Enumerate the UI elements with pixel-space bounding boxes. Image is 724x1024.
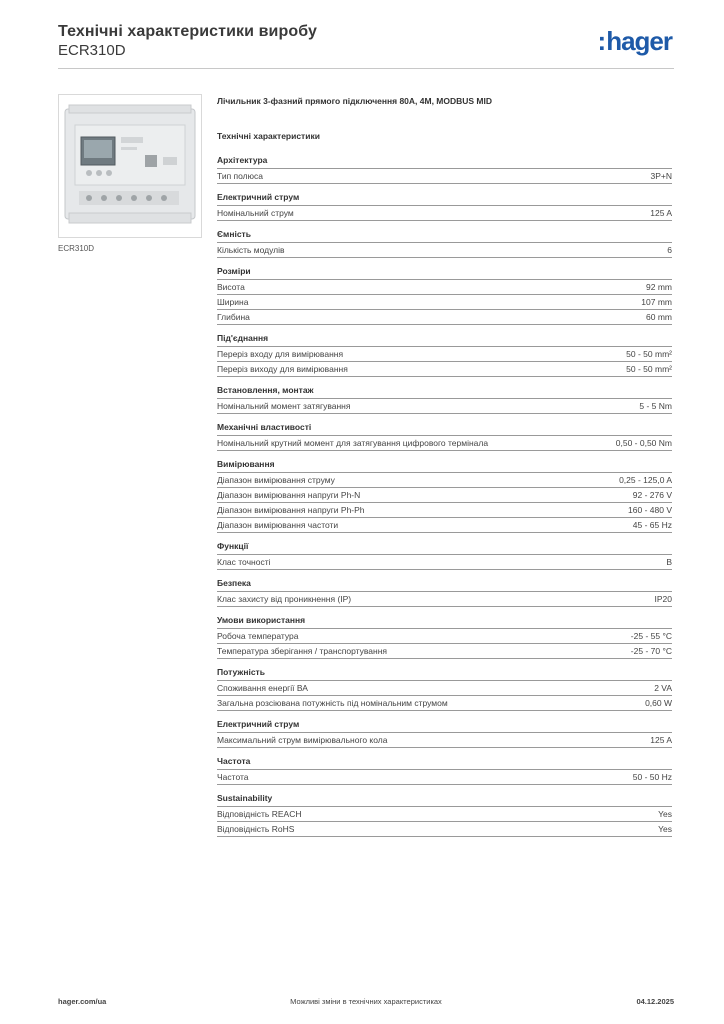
spec-label: Відповідність REACH bbox=[217, 809, 302, 819]
spec-value: 45 - 65 Hz bbox=[632, 520, 672, 530]
spec-label: Переріз виходу для вимірювання bbox=[217, 364, 348, 374]
spec-value: 2 VA bbox=[654, 683, 672, 693]
spec-label: Номінальний момент затягування bbox=[217, 401, 351, 411]
spec-group bbox=[217, 266, 672, 325]
spec-group-title: Умови використання bbox=[217, 615, 672, 629]
spec-group-title: Потужність bbox=[217, 667, 672, 681]
spec-label: Кількість модулів bbox=[217, 245, 285, 255]
spec-value: 50 - 50 Hz bbox=[632, 772, 672, 782]
logo-text: hager bbox=[606, 26, 672, 56]
spec-label: Діапазон вимірювання напруги Ph-N bbox=[217, 490, 361, 500]
page-title: Технічні характеристики виробу bbox=[58, 23, 317, 40]
spec-group bbox=[217, 793, 672, 837]
spec-label: Висота bbox=[217, 282, 245, 292]
spec-label: Тип полюса bbox=[217, 171, 263, 181]
spec-label: Номінальний струм bbox=[217, 208, 294, 218]
spec-value: 0,60 W bbox=[645, 698, 672, 708]
spec-label: Переріз входу для вимірювання bbox=[217, 349, 344, 359]
spec-value: 6 bbox=[667, 245, 672, 255]
spec-row bbox=[217, 733, 672, 748]
spec-label: Клас точності bbox=[217, 557, 271, 567]
spec-value: 5 - 5 Nm bbox=[639, 401, 672, 411]
spec-heading: Технічні характеристики bbox=[217, 131, 320, 141]
spec-label: Температура зберігання / транспортування bbox=[217, 646, 388, 656]
spec-value: 0,50 - 0,50 Nm bbox=[615, 438, 672, 448]
spec-row bbox=[217, 243, 672, 258]
spec-group-title: Безпека bbox=[217, 578, 672, 592]
spec-value: 92 - 276 V bbox=[632, 490, 672, 500]
energy-meter-image bbox=[59, 95, 201, 237]
spec-group-title: Розміри bbox=[217, 266, 672, 280]
spec-label: Клас захисту від проникнення (IP) bbox=[217, 594, 352, 604]
spec-row bbox=[217, 310, 672, 325]
spec-row bbox=[217, 518, 672, 533]
footer-date: 04.12.2025 bbox=[636, 997, 674, 1006]
spec-row bbox=[217, 280, 672, 295]
footer-website: hager.com/ua bbox=[58, 997, 107, 1006]
spec-row bbox=[217, 644, 672, 659]
spec-group-title: Sustainability bbox=[217, 793, 672, 807]
spec-row bbox=[217, 681, 672, 696]
spec-value: 107 mm bbox=[641, 297, 672, 307]
spec-row bbox=[217, 629, 672, 644]
spec-value: -25 - 70 °C bbox=[630, 646, 672, 656]
spec-value: 125 A bbox=[650, 208, 672, 218]
spec-label: Загальна розсіювана потужність під номінальним струмом bbox=[217, 698, 448, 708]
spec-group-title: Функції bbox=[217, 541, 672, 555]
spec-value: 92 mm bbox=[646, 282, 672, 292]
spec-value: -25 - 55 °C bbox=[630, 631, 672, 641]
spec-value: 125 A bbox=[650, 735, 672, 745]
spec-label: Діапазон вимірювання струму bbox=[217, 475, 335, 485]
spec-label: Ширина bbox=[217, 297, 249, 307]
spec-row bbox=[217, 592, 672, 607]
spec-value: IP20 bbox=[654, 594, 672, 604]
spec-group-title: Архітектура bbox=[217, 155, 672, 169]
spec-group bbox=[217, 333, 672, 377]
spec-group bbox=[217, 719, 672, 748]
spec-row bbox=[217, 807, 672, 822]
spec-row bbox=[217, 347, 672, 362]
spec-row bbox=[217, 555, 672, 570]
product-code: ECR310D bbox=[58, 42, 126, 59]
spec-value: 60 mm bbox=[646, 312, 672, 322]
spec-label: Номінальний крутний момент для затягування цифрового термінала bbox=[217, 438, 489, 448]
spec-value: 50 - 50 mm² bbox=[626, 364, 672, 374]
spec-row bbox=[217, 206, 672, 221]
spec-value: Yes bbox=[658, 809, 672, 819]
spec-label: Споживання енергії ВА bbox=[217, 683, 308, 693]
spec-group-title: Частота bbox=[217, 756, 672, 770]
spec-group-title: Електричний струм bbox=[217, 192, 672, 206]
spec-group bbox=[217, 385, 672, 414]
spec-label: Діапазон вимірювання частоти bbox=[217, 520, 339, 530]
spec-label: Відповідність RoHS bbox=[217, 824, 295, 834]
spec-value: 160 - 480 V bbox=[628, 505, 672, 515]
spec-value: B bbox=[666, 557, 672, 567]
spec-value: Yes bbox=[658, 824, 672, 834]
spec-group bbox=[217, 192, 672, 221]
spec-group bbox=[217, 541, 672, 570]
spec-group bbox=[217, 422, 672, 451]
spec-value: 50 - 50 mm² bbox=[626, 349, 672, 359]
footer-notice: Можливі зміни в технічних характеристиках bbox=[290, 997, 442, 1006]
spec-row bbox=[217, 169, 672, 184]
spec-group-title: Механічні властивості bbox=[217, 422, 672, 436]
spec-label: Робоча температура bbox=[217, 631, 299, 641]
spec-group bbox=[217, 229, 672, 258]
spec-value: 3P+N bbox=[650, 171, 672, 181]
header-divider bbox=[58, 68, 674, 69]
spec-group bbox=[217, 615, 672, 659]
spec-label: Максимальний струм вимірювального кола bbox=[217, 735, 388, 745]
spec-row bbox=[217, 770, 672, 785]
spec-row bbox=[217, 399, 672, 414]
spec-section bbox=[217, 96, 672, 845]
spec-value: 0,25 - 125,0 A bbox=[619, 475, 672, 485]
spec-row bbox=[217, 696, 672, 711]
spec-label: Діапазон вимірювання напруги Ph-Ph bbox=[217, 505, 365, 515]
page-header bbox=[58, 20, 674, 68]
spec-label: Глибина bbox=[217, 312, 250, 322]
spec-group-title: Встановлення, монтаж bbox=[217, 385, 672, 399]
spec-row bbox=[217, 822, 672, 837]
spec-group-title: Ємність bbox=[217, 229, 672, 243]
spec-group bbox=[217, 756, 672, 785]
spec-group bbox=[217, 459, 672, 533]
spec-row bbox=[217, 488, 672, 503]
spec-row bbox=[217, 473, 672, 488]
spec-group bbox=[217, 578, 672, 607]
product-image bbox=[58, 94, 202, 238]
spec-label: Частота bbox=[217, 772, 249, 782]
spec-row bbox=[217, 436, 672, 451]
hager-logo: :hager bbox=[597, 26, 672, 56]
spec-row bbox=[217, 362, 672, 377]
spec-group-title: Вимірювання bbox=[217, 459, 672, 473]
product-title: Лічильник 3-фазний прямого підключення 80А, 4М, MODBUS MID bbox=[217, 96, 493, 106]
spec-row bbox=[217, 295, 672, 310]
spec-groups bbox=[217, 155, 672, 837]
spec-group bbox=[217, 155, 672, 184]
spec-group-title: Електричний струм bbox=[217, 719, 672, 733]
image-caption: ECR310D bbox=[58, 244, 95, 253]
spec-row bbox=[217, 503, 672, 518]
spec-group-title: Під'єднання bbox=[217, 333, 672, 347]
spec-group bbox=[217, 667, 672, 711]
